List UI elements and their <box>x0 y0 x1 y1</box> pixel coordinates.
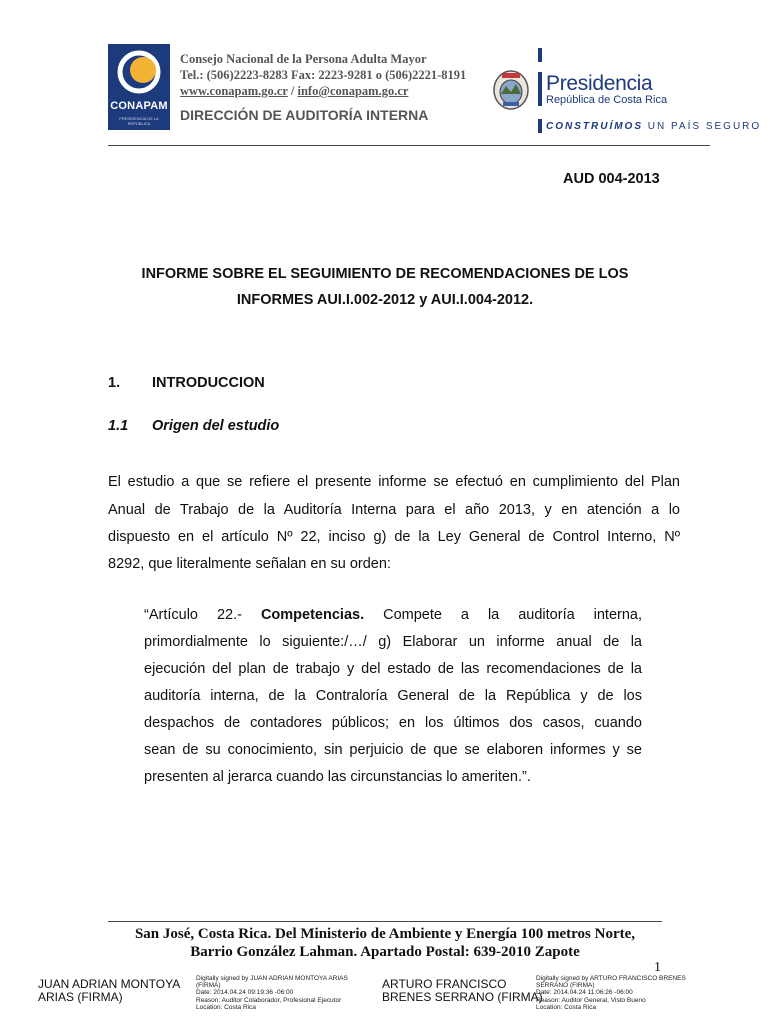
paragraph-line: El estudio a que se refiere el presente informe se efectuó en cumplimiento del Plan <box>108 474 680 490</box>
slogan-rest: UN PAÍS SEGURO <box>643 121 762 132</box>
costa-rica-seal-icon <box>490 68 532 112</box>
signature-detail-line: Reason: Auditor General, Visto Bueno <box>536 996 646 1004</box>
website-link[interactable]: www.conapam.go.cr <box>180 84 288 98</box>
conapam-logo-text: CONAPAM <box>110 100 168 112</box>
footer-divider <box>108 921 662 922</box>
email-link[interactable]: info@conapam.go.cr <box>297 84 409 98</box>
quote-line: auditoría interna, de la Contraloría General de la República y de los <box>144 688 642 704</box>
conapam-logo-emblem <box>116 49 162 95</box>
quote-line: despachos de contadores públicos; en los últimos dos casos, cuando <box>144 715 642 731</box>
signature-details-1 <box>196 975 348 1011</box>
org-name: Consejo Nacional de la Persona Adulta Mayor <box>180 52 427 66</box>
signature-detail-line: Date: 2014.04.24 09:19:36 -06:00 <box>196 989 294 997</box>
quote-line: sean de su conocimiento, sin perjuicio de que se elaboren informes y se <box>144 742 642 758</box>
presidencia-slogan <box>546 121 761 132</box>
paragraph-line: dispuesto en el artículo Nº 22, inciso g) de la Ley General de Control Interno, Nº <box>108 529 680 545</box>
signature-name-2 <box>382 978 543 1004</box>
signature-detail-line: Location: Costa Rica <box>536 1003 596 1011</box>
signature-detail-line: Digitally signed by ARTURO FRANCISCO BRENES <box>536 975 686 982</box>
subsection-number: 1.1 <box>108 418 129 434</box>
footer-address-line1: San José, Costa Rica. Del Ministerio de Ambiente y Energía 100 metros Norte, <box>134 926 636 942</box>
paragraph-line: Anual de Trabajo de la Auditoría Interna para el año 2013, y en atención a lo <box>108 502 680 518</box>
footer-address-line2: Barrio González Lahman. Apartado Postal: 639-2010 Zapote <box>190 944 580 960</box>
quote-suffix: Compete a la auditoría interna, <box>364 607 643 623</box>
header-divider <box>108 145 710 146</box>
document-title-line1: INFORME SOBRE EL SEGUIMIENTO DE RECOMENDACIONES DE LOS <box>141 266 629 282</box>
signature-name-line: ARTURO FRANCISCO <box>382 977 507 991</box>
signature-name-line: ARIAS (FIRMA) <box>38 990 123 1004</box>
presidencia-title: Presidencia <box>546 72 653 95</box>
quote-line: ejecución del plan de trabajo y del estado de las recomendaciones de la <box>144 661 642 677</box>
paragraph-line: 8292, que literalmente señalan en su orden: <box>108 556 391 572</box>
presidencia-bar <box>538 119 542 133</box>
signature-detail-line: (FIRMA) <box>196 982 221 990</box>
signature-detail-line: Reason: Auditor Colaborador, Profesional Ejecutor <box>196 996 342 1004</box>
page-number: 1 <box>654 960 661 975</box>
quote-line: presenten al jerarca cuando las circunstancias lo ameriten.”. <box>144 769 531 785</box>
org-contact-links <box>180 84 408 99</box>
org-phones: Tel.: (506)2223-8283 Fax: 2223-9281 o (506)2221-8191 <box>180 68 467 82</box>
signature-name-line: BRENES SERRANO (FIRMA) <box>382 990 543 1004</box>
signature-detail-line: Digitally signed by JUAN ADRIAN MONTOYA ARIAS <box>196 975 348 982</box>
section-number: 1. <box>108 375 121 391</box>
signature-detail-line: Location: Costa Rica <box>196 1003 256 1011</box>
section-title: INTRODUCCION <box>152 375 265 391</box>
conapam-logo-subtext: PRESIDENCIA DE LA REPÚBLICA <box>119 116 159 126</box>
quote-bold-term: Competencias. <box>260 607 365 623</box>
quote-line: primordialmente lo siguiente:/…/ g) Elaborar un informe anual de la <box>144 634 642 650</box>
presidencia-subtitle: República de Costa Rica <box>546 94 668 106</box>
signature-details-2 <box>536 975 686 1011</box>
signature-detail-line: SERRANO (FIRMA) <box>536 982 595 990</box>
signature-detail-line: Date: 2014.04.24 11:06:26 -06:00 <box>536 989 633 997</box>
document-code: AUD 004-2013 <box>563 171 660 187</box>
presidencia-bar <box>538 72 542 106</box>
slogan-bold: CONSTRUÍMOS <box>546 121 643 132</box>
department-name: DIRECCIÓN DE AUDITORÍA INTERNA <box>180 107 429 123</box>
quote-line-first <box>144 607 642 623</box>
link-separator: / <box>287 84 298 98</box>
subsection-title: Origen del estudio <box>152 418 280 434</box>
presidencia-bar <box>538 48 542 62</box>
document-title-line2: INFORMES AUI.I.002-2012 y AUI.I.004-2012. <box>236 292 534 308</box>
signature-name-line: JUAN ADRIAN MONTOYA <box>38 977 181 991</box>
signature-name-1 <box>38 978 180 1004</box>
quote-prefix: “Artículo 22.- <box>144 607 261 623</box>
